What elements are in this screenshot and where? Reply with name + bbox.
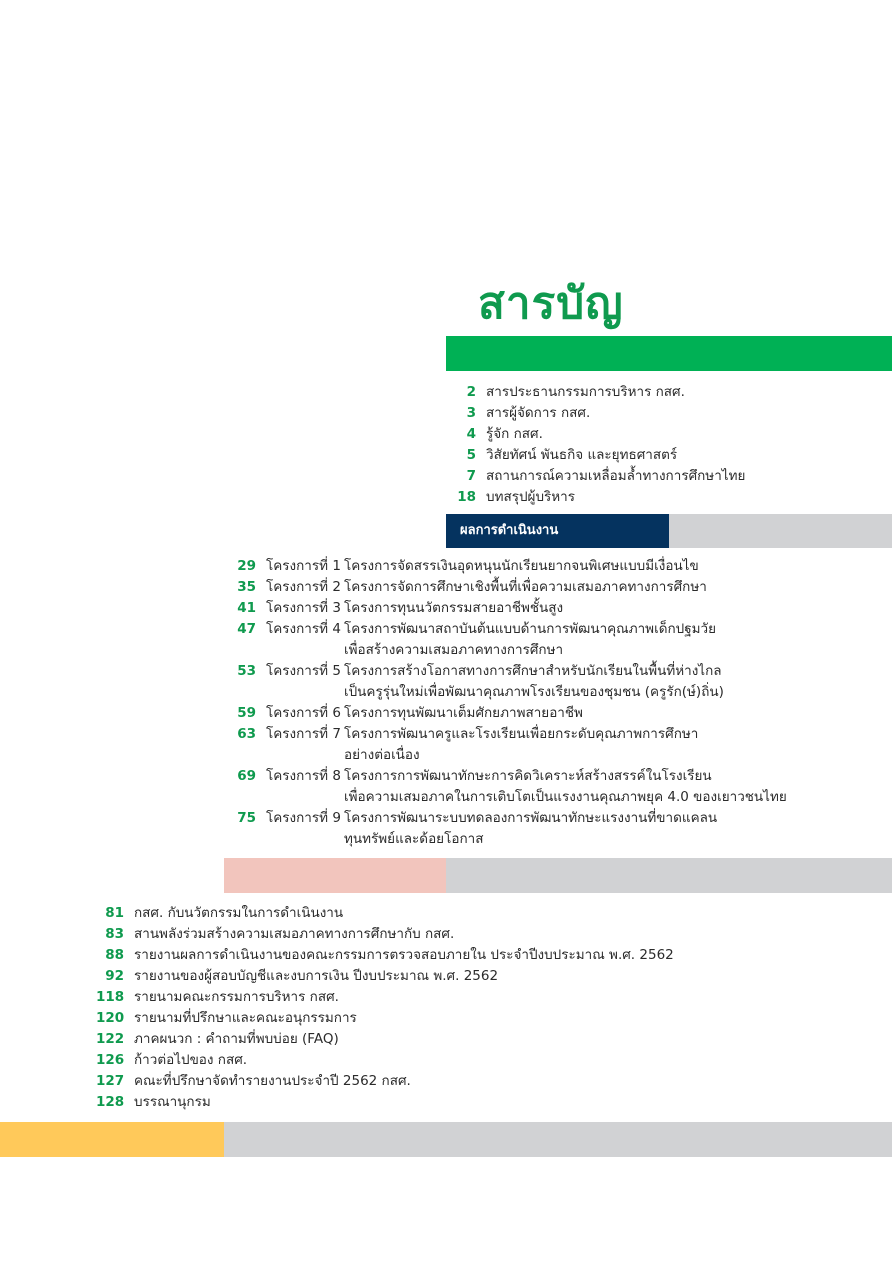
entry-title: สถานการณ์ความเหลื่อมล้ำทางการศึกษาไทย <box>486 468 746 484</box>
project-title-line: โครงการพัฒนาสถาบันต้นแบบด้านการพัฒนาคุณภาพเด็กปฐมวัย <box>344 621 717 637</box>
project-title-line: เป็นครูรุ่นใหม่เพื่อพัฒนาคุณภาพโรงเรียนของชุมชน (ครูรัก(ษ์)ถิ่น) <box>344 684 724 700</box>
page-number: 118 <box>96 989 125 1005</box>
toc-entry[interactable] <box>96 924 674 945</box>
page-number: 69 <box>237 768 256 784</box>
project-title-line: โครงการทุนพัฒนาเต็มศักยภาพสายอาชีพ <box>344 705 583 721</box>
project-entry[interactable] <box>224 808 787 850</box>
project-title-line: โครงการจัดการศึกษาเชิงพื้นที่เพื่อความเสมอภาคทางการศึกษา <box>344 579 707 595</box>
toc-entry[interactable] <box>446 466 745 487</box>
project-entry[interactable] <box>224 577 787 598</box>
toc-entry[interactable] <box>96 1029 674 1050</box>
project-title-line: เพื่อสร้างความเสมอภาคทางการศึกษา <box>344 642 564 658</box>
entry-title: รายนามคณะกรรมการบริหาร กสศ. <box>134 989 339 1005</box>
toc-entry[interactable] <box>96 966 674 987</box>
entry-title: รู้จัก กสศ. <box>486 426 543 442</box>
project-entry[interactable] <box>224 598 787 619</box>
project-title <box>344 661 724 703</box>
page-number: 128 <box>96 1094 125 1110</box>
page-number: 7 <box>466 468 476 484</box>
project-entry[interactable] <box>224 619 787 661</box>
entry-title: วิสัยทัศน์ พันธกิจ และยุทธศาสตร์ <box>486 447 678 463</box>
toc-entry[interactable] <box>446 382 745 403</box>
page-number: 53 <box>237 663 256 679</box>
project-number-label: โครงการที่ 3 <box>266 600 341 616</box>
intro-toc-list <box>446 382 745 508</box>
grey-bar-section <box>669 514 892 548</box>
section-label: ผลการดำเนินงาน <box>460 523 559 538</box>
project-title <box>344 619 716 661</box>
projects-toc-list <box>224 556 787 850</box>
project-title <box>344 556 699 577</box>
project-number-label: โครงการที่ 7 <box>266 726 341 742</box>
appendix-toc-list <box>96 903 674 1113</box>
project-number-label: โครงการที่ 9 <box>266 810 341 826</box>
project-number-label: โครงการที่ 8 <box>266 768 341 784</box>
project-entry[interactable] <box>224 556 787 577</box>
toc-entry[interactable] <box>96 1092 674 1113</box>
page-title: สารบัญ <box>478 278 624 329</box>
project-title <box>344 598 563 619</box>
entry-title: ก้าวต่อไปของ กสศ. <box>134 1052 248 1068</box>
page-number: 5 <box>466 447 476 463</box>
toc-entry[interactable] <box>446 403 745 424</box>
entry-title: รายงานของผู้สอบบัญชีและงบการเงิน ปีงบประมาณ พ.ศ. 2562 <box>134 968 499 984</box>
project-title-line: อย่างต่อเนื่อง <box>344 747 420 763</box>
toc-entry[interactable] <box>96 987 674 1008</box>
toc-entry[interactable] <box>446 445 745 466</box>
page-number: 59 <box>237 705 256 721</box>
page-number: 47 <box>237 621 256 637</box>
entry-title: บทสรุปผู้บริหาร <box>486 489 575 505</box>
entry-title: สานพลังร่วมสร้างความเสมอภาคทางการศึกษากับ กสศ. <box>134 926 455 942</box>
project-title <box>344 724 698 766</box>
project-number-label: โครงการที่ 4 <box>266 621 341 637</box>
project-entry[interactable] <box>224 724 787 766</box>
project-title <box>344 703 583 724</box>
yellow-footer-bar <box>0 1122 224 1157</box>
project-title <box>344 577 707 598</box>
page-number: 2 <box>466 384 476 400</box>
project-title-line: โครงการพัฒนาระบบทดลองการพัฒนาทักษะแรงงานที่ขาดแคลน <box>344 810 718 826</box>
page-number: 92 <box>105 968 124 984</box>
page-number: 122 <box>96 1031 125 1047</box>
toc-entry[interactable] <box>96 1050 674 1071</box>
page-number: 4 <box>466 426 476 442</box>
project-entry[interactable] <box>224 661 787 703</box>
entry-title: คณะที่ปรึกษาจัดทำรายงานประจำปี 2562 กสศ. <box>134 1073 411 1089</box>
page-number: 126 <box>96 1052 125 1068</box>
toc-entry[interactable] <box>446 424 745 445</box>
project-title <box>344 808 717 850</box>
project-number-label: โครงการที่ 2 <box>266 579 341 595</box>
project-title-line: โครงการสร้างโอกาสทางการศึกษาสำหรับนักเรียนในพื้นที่ห่างไกล <box>344 663 722 679</box>
project-number-label: โครงการที่ 6 <box>266 705 341 721</box>
page-number: 88 <box>105 947 124 963</box>
entry-title: สารประธานกรรมการบริหาร กสศ. <box>486 384 685 400</box>
entry-title: กสศ. กับนวัตกรรมในการดำเนินงาน <box>134 905 344 921</box>
page-number: 35 <box>237 579 256 595</box>
project-entry[interactable] <box>224 703 787 724</box>
page-number: 41 <box>237 600 256 616</box>
entry-title: บรรณานุกรม <box>134 1094 211 1110</box>
green-header-bar <box>446 336 892 371</box>
page-number: 83 <box>105 926 124 942</box>
project-title-line: โครงการทุนนวัตกรรมสายอาชีพชั้นสูง <box>344 600 564 616</box>
entry-title: ภาคผนวก : คำถามที่พบบ่อย (FAQ) <box>134 1031 339 1047</box>
page-number: 75 <box>237 810 256 826</box>
project-title-line: โครงการการพัฒนาทักษะการคิดวิเคราะห์สร้างสรรค์ในโรงเรียน <box>344 768 712 784</box>
toc-entry[interactable] <box>96 903 674 924</box>
project-title-line: เพื่อความเสมอภาคในการเติบโตเป็นแรงงานคุณภาพยุค 4.0 ของเยาวชนไทย <box>344 789 787 805</box>
page-number: 29 <box>237 558 256 574</box>
entry-title: รายนามที่ปรึกษาและคณะอนุกรรมการ <box>134 1010 357 1026</box>
toc-entry[interactable] <box>96 945 674 966</box>
toc-entry[interactable] <box>96 1008 674 1029</box>
project-title-line: ทุนทรัพย์และด้อยโอกาส <box>344 831 484 847</box>
project-title-line: โครงการจัดสรรเงินอุดหนุนนักเรียนยากจนพิเศษแบบมีเงื่อนไข <box>344 558 699 574</box>
pink-divider-bar <box>224 858 446 893</box>
toc-entry[interactable] <box>446 487 745 508</box>
page-number: 18 <box>457 489 476 505</box>
project-title-line: โครงการพัฒนาครูและโรงเรียนเพื่อยกระดับคุณภาพการศึกษา <box>344 726 699 742</box>
page-number: 81 <box>105 905 124 921</box>
project-number-label: โครงการที่ 1 <box>266 558 341 574</box>
grey-footer-bar <box>224 1122 892 1157</box>
project-number-label: โครงการที่ 5 <box>266 663 341 679</box>
grey-divider-bar <box>446 858 892 893</box>
toc-entry[interactable] <box>96 1071 674 1092</box>
entry-title: สารผู้จัดการ กสศ. <box>486 405 591 421</box>
page-number: 127 <box>96 1073 125 1089</box>
project-entry[interactable] <box>224 766 787 808</box>
entry-title: รายงานผลการดำเนินงานของคณะกรรมการตรวจสอบภายใน ประจำปีงบประมาณ พ.ศ. 2562 <box>134 947 674 963</box>
page-number: 63 <box>237 726 256 742</box>
page-number: 3 <box>466 405 476 421</box>
project-title <box>344 766 787 808</box>
page-number: 120 <box>96 1010 125 1026</box>
